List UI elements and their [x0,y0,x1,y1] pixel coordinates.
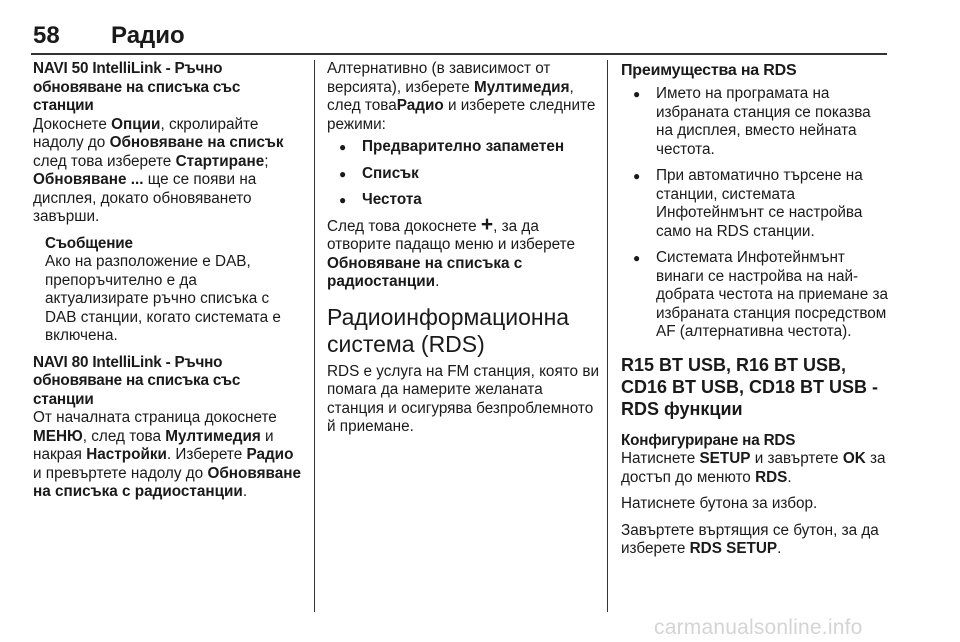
select-paragraph: Натиснете бутона за избор. [621,495,818,512]
rds-benefits-heading: Преимущества на RDS [621,62,797,79]
update-station-list-term: Обновяване на списъка с радиостанции [327,254,523,290]
setup-term: SETUP [699,450,751,467]
column-divider-1 [314,60,315,612]
navi50-paragraph: Докоснете Опции, скролирайте надолу до Обновяване на списък след това изберете Стартиране; Обновяване ... ще се появи на дисплея, докато обновяването завърши. [33,115,284,225]
multimedia-term: Мултимедия [165,427,261,445]
start-term: Стартиране [175,152,265,170]
navi50-heading: NAVI 50 IntelliLink - Ръчно обновяване на списъка със станции [33,60,241,114]
note-text: Ако на разположение е DAB, препоръчително е да актуализирате ръчно списъка с DAB станции, когато системата е включена. [45,253,281,344]
rotate-paragraph: Завъртете въртящия се бутон, за да изберете RDS SETUP. [621,521,879,557]
plus-icon: + [480,212,494,236]
multimedia-term: Мултимедия [473,78,570,96]
list-item: ● Предварително запаметен [327,138,599,157]
list-item: ● При автоматично търсене на станции, системата Инфотейнмънт се настройва само на RDS станции. [621,167,889,241]
navi80-heading: NAVI 80 IntelliLink - Ръчно обновяване на списъка със станции [33,353,241,408]
dropdown-paragraph: След това докоснете +, за да отворите падащо меню и изберете Обновяване на списъка с радиостанции. [327,212,575,290]
column-1 [33,60,301,502]
ok-term: OK [842,450,866,467]
note [45,235,301,346]
header-rule [31,53,887,55]
mode-list [327,138,599,210]
configure-rds-heading: Конфигуриране на RDS [621,431,796,449]
list-item: ● Списък [327,165,599,184]
list-item: ● Системата Инфотейнмънт винаги се настройва на най-добрата честота на приемане за избраната станция посредством AF (алтернативна честота). [621,249,889,342]
update-station-list-term: Обновяване на списъка с радиостанции [33,464,301,500]
watermark: carmanualsonline.info [654,616,863,639]
list-item: ● Името на програмата на избраната станция се показва на дисплея, вместо нейната честота. [621,85,889,159]
update-list-term: Обновяване на списък [109,134,284,151]
updating-term: Обновяване ... [33,171,144,188]
radio-term: Радио [246,446,294,463]
column-divider-2 [607,60,608,612]
page-number: 58 [33,22,60,49]
note-heading: Съобщение [45,234,133,252]
page-title: Радио [111,22,185,49]
options-term: Опции [111,115,161,133]
radio-term: Радио [396,97,444,114]
rds-description: RDS е услуга на FM станция, която ви помага да намерите желаната станция и осигурява безпроблемното й приемане. [327,362,599,435]
rds-setup-term: RDS SETUP [689,540,778,557]
menu-term: МЕНЮ [33,427,83,445]
setup-paragraph: Натиснете SETUP и завъртете OK за достъп до менюто RDS. [621,450,886,486]
rds-term: RDS [755,468,788,486]
settings-term: Настройки [86,446,167,463]
rds-section-heading: Радиоинформационна система (RDS) [327,303,570,357]
list-item: ● Честота [327,191,599,210]
column-3 [621,60,889,559]
benefits-list [621,85,889,342]
alternative-paragraph: Алтернативно (в зависимост от версията), изберете Мултимедия, след товаРадио и изберете следните режими: [327,60,596,133]
column-2 [327,60,599,437]
navi80-paragraph: От началната страница докоснете МЕНЮ, след това Мултимедия и накрая Настройки. Изберете Радио и превъртете надолу до Обновяване на списъка с радиостанции. [33,409,301,500]
rds-functions-heading: R15 BT USB, R16 BT USB, CD16 BT USB, CD18 BT USB - RDS функции [621,354,879,419]
